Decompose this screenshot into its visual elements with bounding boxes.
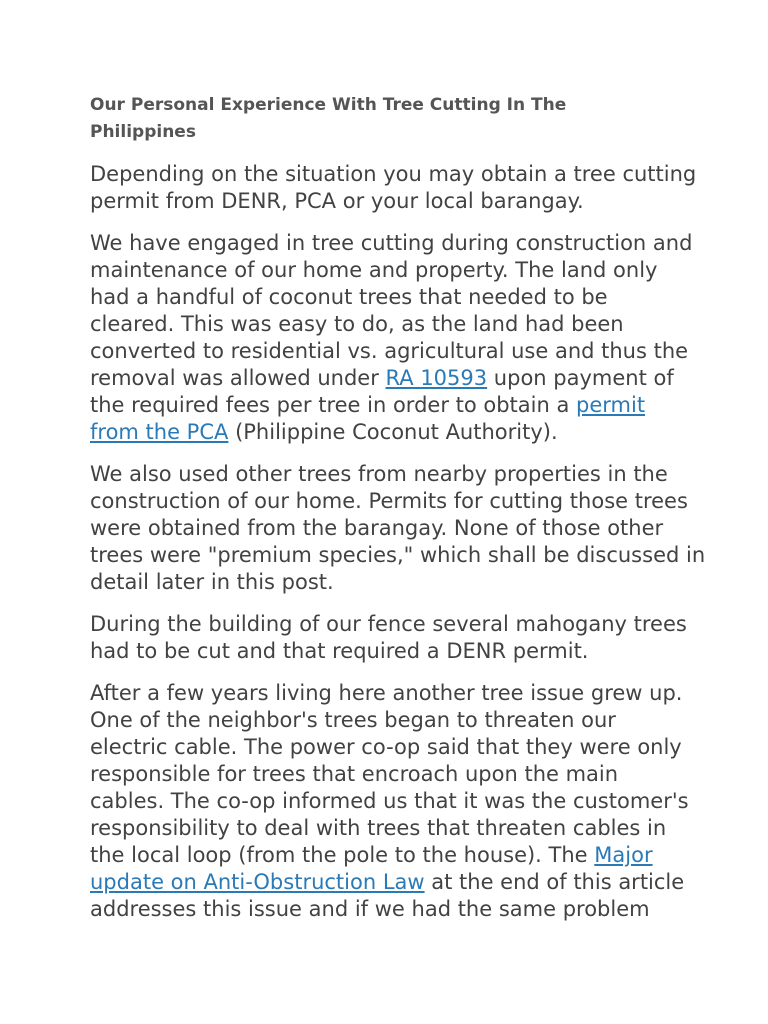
text-line xyxy=(90,488,740,515)
text-segment: Depending on the situation you may obtain a tree cutting xyxy=(90,162,697,186)
text-segment: addresses this issue and if we had the same problem xyxy=(90,897,650,921)
paragraph xyxy=(90,230,740,446)
permit-link[interactable]: permit xyxy=(576,393,646,417)
update-on-anti-obstruction-law-link[interactable]: update on Anti-Obstruction Law xyxy=(90,870,425,894)
text-segment: During the building of our fence several mahogany trees xyxy=(90,612,687,636)
text-segment: at the end of this article xyxy=(424,870,685,894)
text-line xyxy=(90,896,740,923)
text-segment: responsibility to deal with trees that threaten cables in xyxy=(90,816,667,840)
text-line xyxy=(90,788,740,815)
text-segment: cables. The co-op informed us that it was the customer's xyxy=(90,789,689,813)
text-line xyxy=(90,707,740,734)
text-segment: were obtained from the barangay. None of those other xyxy=(90,516,664,540)
text-segment: converted to residential vs. agricultural use and thus the xyxy=(90,339,689,363)
text-line xyxy=(90,842,740,869)
text-segment: We also used other trees from nearby properties in the xyxy=(90,462,668,486)
text-segment: had to be cut and that required a DENR permit. xyxy=(90,639,589,663)
from-the-pca-link[interactable]: from the PCA xyxy=(90,420,229,444)
text-segment: We have engaged in tree cutting during construction and xyxy=(90,231,693,255)
text-segment: trees were "premium species," which shall be discussed in xyxy=(90,543,706,567)
text-line xyxy=(90,257,740,284)
text-line xyxy=(90,419,740,446)
text-segment: had a handful of coconut trees that needed to be xyxy=(90,285,608,309)
text-line xyxy=(90,284,740,311)
text-line xyxy=(90,542,740,569)
heading-line: Philippines xyxy=(90,122,196,142)
text-line xyxy=(90,734,740,761)
text-line xyxy=(90,680,740,707)
paragraph xyxy=(90,680,740,923)
article-page xyxy=(90,92,740,923)
major-link[interactable]: Major xyxy=(594,843,653,867)
text-segment: (Philippine Coconut Authority). xyxy=(228,420,558,444)
paragraph xyxy=(90,161,740,215)
text-segment: After a few years living here another tree issue grew up. xyxy=(90,681,683,705)
text-segment: upon payment of xyxy=(487,366,674,390)
text-line xyxy=(90,569,740,596)
article-body xyxy=(90,161,740,923)
text-segment: permit from DENR, PCA or your local barangay. xyxy=(90,189,584,213)
article-heading xyxy=(90,92,740,146)
text-line xyxy=(90,188,740,215)
text-line xyxy=(90,392,740,419)
text-line xyxy=(90,338,740,365)
text-segment: removal was allowed under xyxy=(90,366,386,390)
paragraph xyxy=(90,611,740,665)
text-line xyxy=(90,638,740,665)
text-line xyxy=(90,869,740,896)
text-segment: cleared. This was easy to do, as the land had been xyxy=(90,312,624,336)
text-line xyxy=(90,365,740,392)
text-line xyxy=(90,815,740,842)
text-segment: detail later in this post. xyxy=(90,570,334,594)
text-line xyxy=(90,611,740,638)
text-segment: construction of our home. Permits for cutting those trees xyxy=(90,489,688,513)
text-segment: electric cable. The power co-op said that they were only xyxy=(90,735,682,759)
ra-10593-link[interactable]: RA 10593 xyxy=(385,366,488,390)
text-line xyxy=(90,461,740,488)
heading-line: Our Personal Experience With Tree Cutting In The xyxy=(90,95,567,115)
text-segment: the local loop (from the pole to the house). The xyxy=(90,843,595,867)
text-segment: the required fees per tree in order to obtain a xyxy=(90,393,577,417)
text-line xyxy=(90,230,740,257)
text-line xyxy=(90,761,740,788)
text-line xyxy=(90,161,740,188)
paragraph xyxy=(90,461,740,596)
text-line xyxy=(90,515,740,542)
text-segment: One of the neighbor's trees began to threaten our xyxy=(90,708,616,732)
text-line xyxy=(90,311,740,338)
text-segment: maintenance of our home and property. The land only xyxy=(90,258,658,282)
text-segment: responsible for trees that encroach upon the main xyxy=(90,762,619,786)
